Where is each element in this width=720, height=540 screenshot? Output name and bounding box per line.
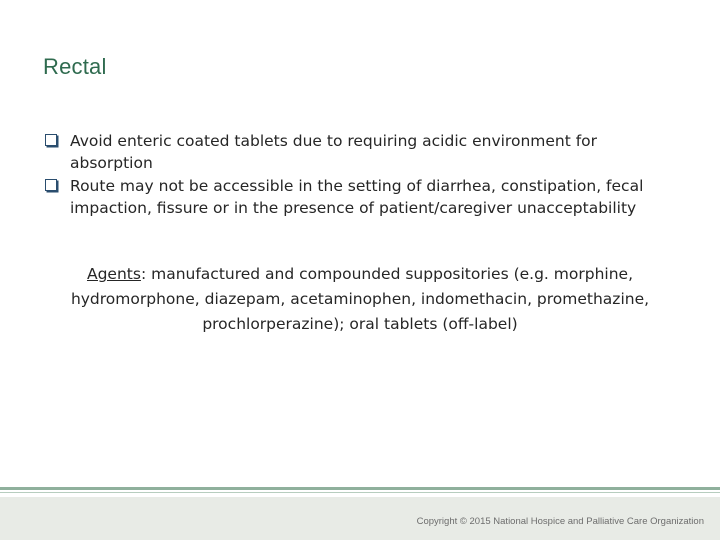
checkbox-bullet-icon [45, 134, 57, 146]
agents-label: Agents [86, 265, 141, 283]
bullet-text: Avoid enteric coated tablets due to requiring acidic environment for absorption [70, 132, 598, 172]
footer-divider [0, 487, 720, 490]
copyright-notice: Copyright © 2015 National Hospice and Palliative Care Organization [416, 516, 704, 527]
bullet-item-enteric [44, 130, 684, 174]
agents-text: : manufactured and compounded suppositories (e.g. morphine, hydromorphone, diazepam, acetaminophen, indomethacin, promethazine, prochlorperazine); oral tablets (off-label) [70, 265, 650, 333]
agents-paragraph [50, 262, 670, 337]
checkbox-bullet-icon [45, 179, 57, 191]
footer-divider-thin [0, 492, 720, 493]
bullet-item-route-access [44, 175, 684, 219]
bullet-text: Route may not be accessible in the setting of diarrhea, constipation, fecal impaction, fissure or in the presence of patient/caregiver unacceptability [70, 177, 644, 217]
slide-title: Rectal [43, 54, 107, 79]
bullet-list [44, 130, 684, 220]
